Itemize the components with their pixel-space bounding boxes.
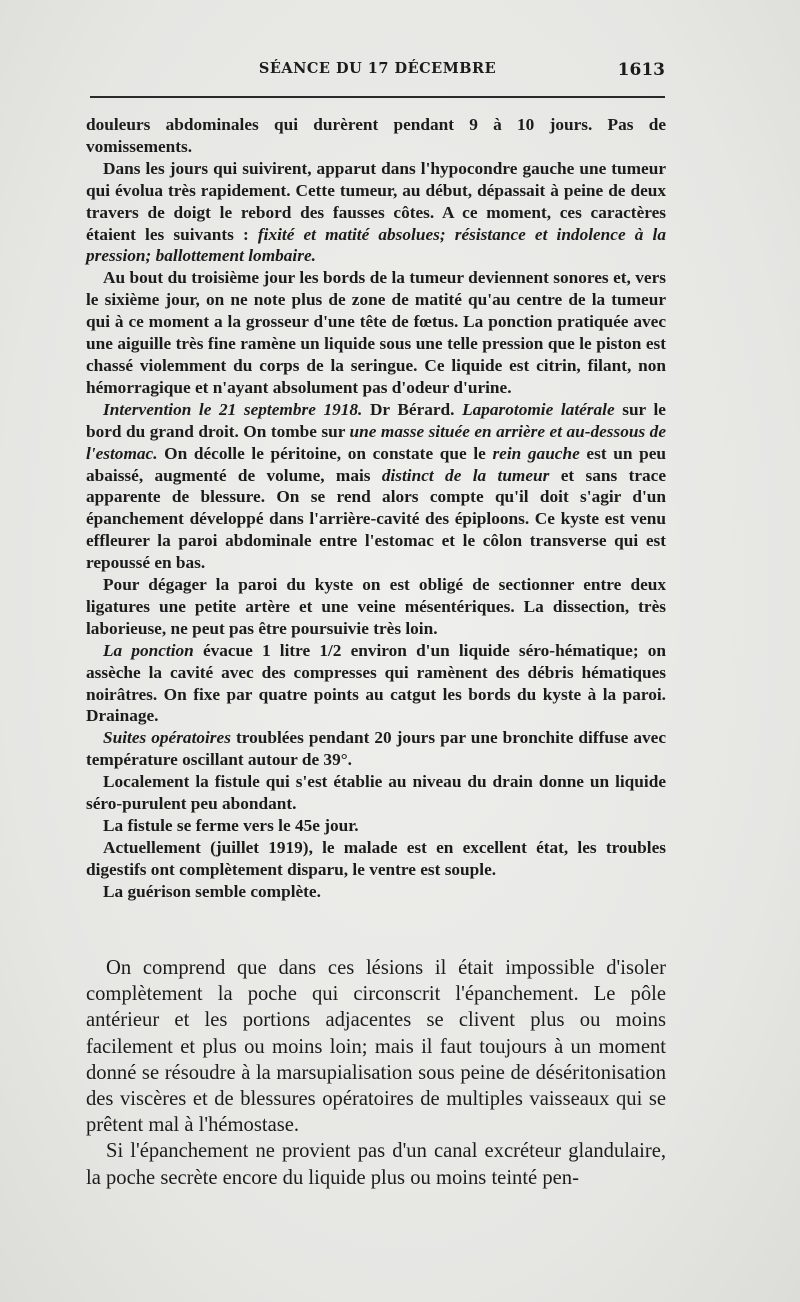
text-run: sur le bord du grand droit. On tombe sur xyxy=(86,399,666,441)
paragraph: Actuellement (juillet 1919), le malade est en excellent état, les troubles digestifs ont complètement disparu, le ventre est souple. xyxy=(86,837,666,879)
paragraph: On comprend que dans ces lésions il était impossible d'isoler complètement la poche qui circonscrit l'épanchement. Le pôle antérieur et les portions adjacentes se clivent plus ou moins facilement et plus ou moins loin; mais il faut toujours à un moment donné se résoudre à la marsupialisation sous peine de déséritonisation des viscères et de blessures opératoires de multiples vaisseaux qui se prêtent mal à l'hémostase. xyxy=(86,957,666,1137)
italic-run: Intervention le 21 septembre 1918. xyxy=(103,399,363,419)
header-title: SÉANCE DU 17 DÉCEMBRE xyxy=(258,60,497,77)
paragraph: Pour dégager la paroi du kyste on est obligé de sectionner entre deux ligatures une petite artère et une veine mésentériques. La dissection, très laborieuse, ne peut pas être poursuivie très loin. xyxy=(86,575,666,638)
paragraph: Au bout du troisième jour les bords de la tumeur deviennent sonores et, vers le sixième jour, on ne note plus de zone de matité qu'au centre de la tumeur qui à ce moment a la grosseur d'une tête de fœtus. La ponction pratiquée avec une aiguille très fine ramène un liquide sous une telle pression que le piston est chassé violemment du corps de la seringue. Ce liquide est citrin, filant, non hémorragique et n'ayant absolument pas d'odeur d'urine. xyxy=(86,268,666,397)
header-rule xyxy=(90,96,665,98)
paragraph xyxy=(86,640,666,728)
italic-run: Suites opératoires xyxy=(103,728,231,748)
running-header xyxy=(90,60,665,84)
text-run: troublées pendant 20 jours par une bronchite diffuse avec température oscillant autour de 39°. xyxy=(86,728,666,770)
italic-run: distinct de la tumeur xyxy=(381,465,550,485)
discussion-text xyxy=(86,955,666,1191)
text-run: Dans les jours qui suivirent, apparut dans l'hypocondre gauche une tumeur qui évolua très rapidement. Cette tumeur, au début, dépassait à peine de deux travers de doigt le rebord des fausses côtes. A ce moment, ces caractères étaient les suivants : xyxy=(86,158,666,244)
paragraph: La fistule se ferme vers le 45e jour. xyxy=(103,816,359,835)
case-report-text xyxy=(86,114,666,903)
italic-run: fixité et matité absolues; résistance et indolence à la pression; ballottement lombaire. xyxy=(86,224,666,266)
paragraph: La guérison semble complète. xyxy=(103,881,321,901)
paragraph xyxy=(86,727,666,771)
paragraph: Si l'épanchement ne provient pas d'un canal excréteur glandulaire, la poche secrète encore du liquide plus ou moins teinté pen- xyxy=(86,1140,666,1189)
italic-run: Laparotomie latérale xyxy=(462,399,615,419)
paragraph: douleurs abdominales qui durèrent pendant 9 à 10 jours. Pas de vomissements. xyxy=(86,115,666,156)
paragraph: Localement la fistule qui s'est établie au niveau du drain donne un liquide séro-purulent peu abondant. xyxy=(86,772,666,814)
italic-run: La ponction xyxy=(103,640,194,660)
text-run: Dr Bérard. xyxy=(362,399,463,419)
text-run: est un peu abaissé, augmenté de volume, mais xyxy=(86,443,666,485)
italic-run: rein gauche xyxy=(492,443,580,463)
paragraph xyxy=(86,158,666,268)
paragraph xyxy=(86,399,666,574)
text-run: On décolle le péritoine, on constate que le xyxy=(157,443,493,463)
italic-run: une masse située en arrière et au-dessous de l'estomac. xyxy=(86,421,666,463)
text-run: et sans trace apparente de blessure. On se rend alors compte qu'il doit s'agir d'un épanchement développé dans l'arrière-cavité des épiploons. Ce kyste est venu effleurer la paroi abdominale entre l'estomac et le côlon transverse qui est repoussé en bas. xyxy=(86,465,666,573)
page-number: 1613 xyxy=(617,60,665,80)
text-run: évacue 1 litre 1/2 environ d'un liquide séro-hématique; on assèche la cavité avec des compresses qui ramènent des débris hématiques noirâtres. On fixe par quatre points au catgut les bords du kyste à la paroi. Drainage. xyxy=(86,640,666,726)
